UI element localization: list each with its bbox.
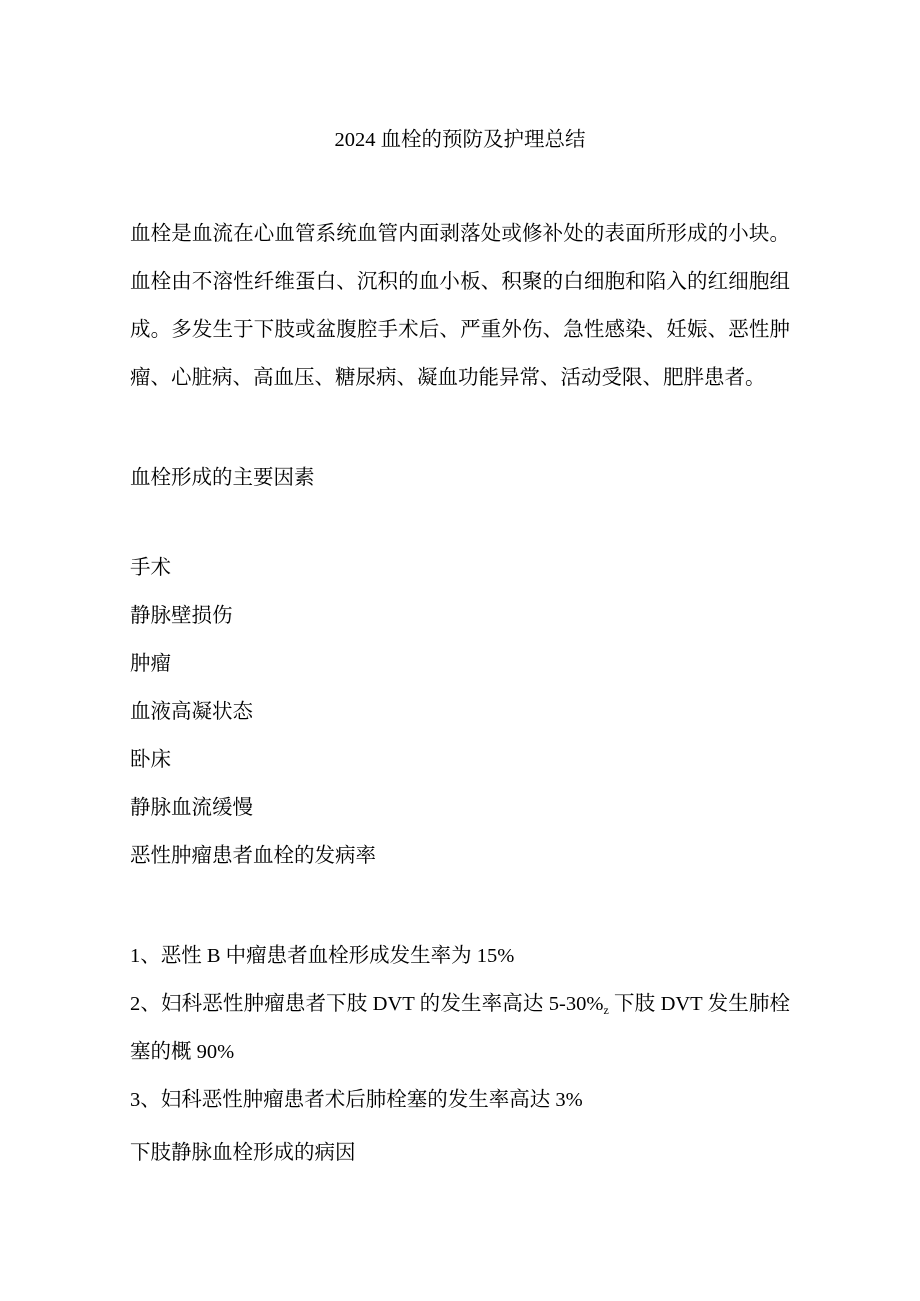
subscript-z: z bbox=[603, 1003, 609, 1017]
factor-item-tumor: 肿瘤 bbox=[130, 653, 171, 675]
causes-heading: 下肢静脉血栓形成的病因 bbox=[130, 1142, 356, 1164]
incidence-item-3: 3、妇科恶性肿瘤患者术后肺栓塞的发生率高达 3% bbox=[130, 1089, 583, 1111]
factor-item-vein-wall-injury: 静脉壁损伤 bbox=[130, 605, 233, 627]
incidence-item-2-line-1 bbox=[130, 980, 790, 1028]
factor-item-slow-venous-flow: 静脉血流缓慢 bbox=[130, 797, 253, 819]
intro-paragraph bbox=[130, 210, 790, 402]
factors-heading: 血栓形成的主要因素 bbox=[130, 467, 315, 489]
incidence-list bbox=[130, 932, 790, 1124]
intro-line-1: 血栓是血流在心血管系统血管内面剥落处或修补处的表面所形成的小块。 bbox=[130, 223, 790, 245]
incidence-item-2-text: 2、妇科恶性肿瘤患者下肢 DVT 的发生率高达 5-30% bbox=[130, 993, 604, 1015]
incidence-item-1: 1、恶性 B 中瘤患者血栓形成发生率为 15% bbox=[130, 945, 515, 967]
factor-item-bedridden: 卧床 bbox=[130, 749, 171, 771]
incidence-item-2-text-cont: 下肢 DVT 发生肺栓 bbox=[608, 993, 791, 1015]
intro-line-4: 瘤、心脏病、高血压、糖尿病、凝血功能异常、活动受限、肥胖患者。 bbox=[130, 367, 766, 389]
document-title: 2024 血栓的预防及护理总结 bbox=[334, 129, 586, 151]
intro-line-3: 成。多发生于下肢或盆腹腔手术后、严重外伤、急性感染、妊娠、恶性肿 bbox=[130, 319, 790, 341]
intro-line-2: 血栓由不溶性纤维蛋白、沉积的血小板、积聚的白细胞和陷入的红细胞组 bbox=[130, 271, 790, 293]
factor-item-malignant-incidence: 恶性肿瘤患者血栓的发病率 bbox=[130, 845, 376, 867]
incidence-item-2-line-2: 塞的概 90% bbox=[130, 1041, 235, 1063]
factor-item-surgery: 手术 bbox=[130, 557, 171, 579]
factor-item-hypercoagulable: 血液高凝状态 bbox=[130, 701, 253, 723]
factors-list bbox=[130, 544, 790, 880]
